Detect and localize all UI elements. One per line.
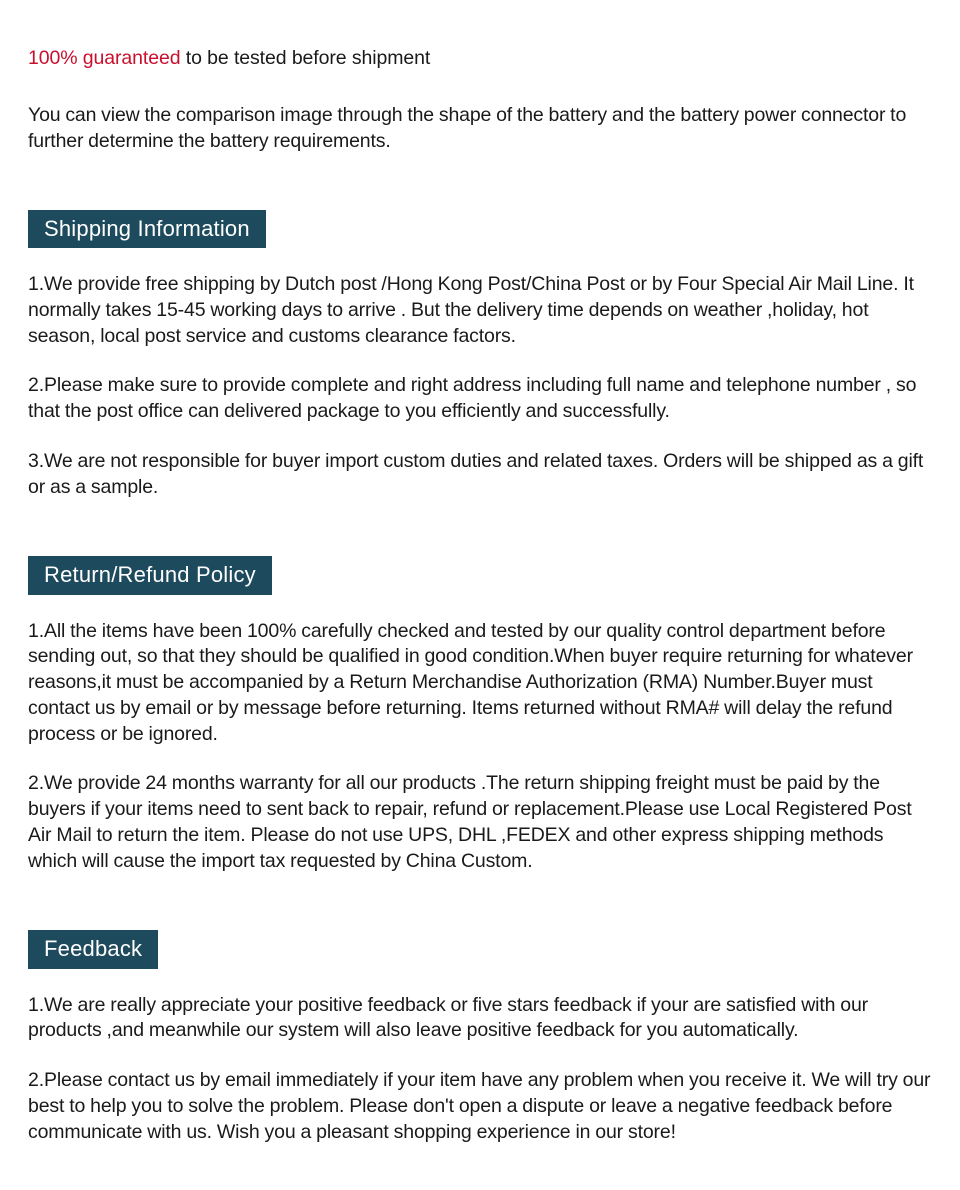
section-heading-return-refund: Return/Refund Policy xyxy=(28,556,272,594)
feedback-heading-wrap xyxy=(28,930,932,968)
return-paragraph-2: 2.We provide 24 months warranty for all our products .The return shipping freight must be paid by the buyers if your items need to sent back to repair, refund or replacement.Please use Local Registered Post Air Mail to return the item. Please do not use UPS, DHL ,FEDEX and other express shipping methods which will cause the import tax requested by China Custom. xyxy=(28,772,912,872)
shipping-paragraph-1: 1.We provide free shipping by Dutch post /Hong Kong Post/China Post or by Four Special Air Mail Line. It normally takes 15-45 working days to arrive . But the delivery time depends on weather ,holiday, hot season, local post service and customs clearance factors. xyxy=(28,273,914,347)
section-heading-feedback: Feedback xyxy=(28,930,158,968)
comparison-note: You can view the comparison image through the shape of the battery and the battery power connector to further determine the battery requirements. xyxy=(28,104,907,152)
guarantee-line xyxy=(28,44,932,73)
guarantee-highlight: 100% guaranteed xyxy=(28,47,181,69)
shipping-paragraph-2: 2.Please make sure to provide complete and right address including full name and telephone number , so that the post office can delivered package to you efficiently and successfully. xyxy=(28,374,917,423)
feedback-paragraph-1: 1.We are really appreciate your positive feedback or five stars feedback if your are satisfied with our products ,and meanwhile our system will also leave positive feedback for you automatically. xyxy=(28,993,868,1042)
return-paragraph-1: 1.All the items have been 100% carefully checked and tested by our quality control department before sending out, so that they should be qualified in good condition.When buyer require returning for whatever reasons,it must be accompanied by a Return Merchandise Authorization (RMA) Number.Buyer must contact us by email or by message before returning. Items returned without RMA# will delay the refund process or be ignored. xyxy=(28,619,913,745)
return-heading-wrap xyxy=(28,556,932,594)
feedback-paragraph-2: 2.Please contact us by email immediately if your item have any problem when you receive it. We will try our best to help you to solve the problem. Please don't open a dispute or leave a negative feedback before communicate with us. Wish you a pleasant shopping experience in our store! xyxy=(28,1069,931,1143)
shipping-heading-wrap xyxy=(28,210,932,248)
guarantee-rest: to be tested before shipment xyxy=(180,47,431,69)
section-heading-shipping: Shipping Information xyxy=(28,210,266,248)
shipping-paragraph-3: 3.We are not responsible for buyer import custom duties and related taxes. Orders will be shipped as a gift or as a sample. xyxy=(28,449,924,498)
